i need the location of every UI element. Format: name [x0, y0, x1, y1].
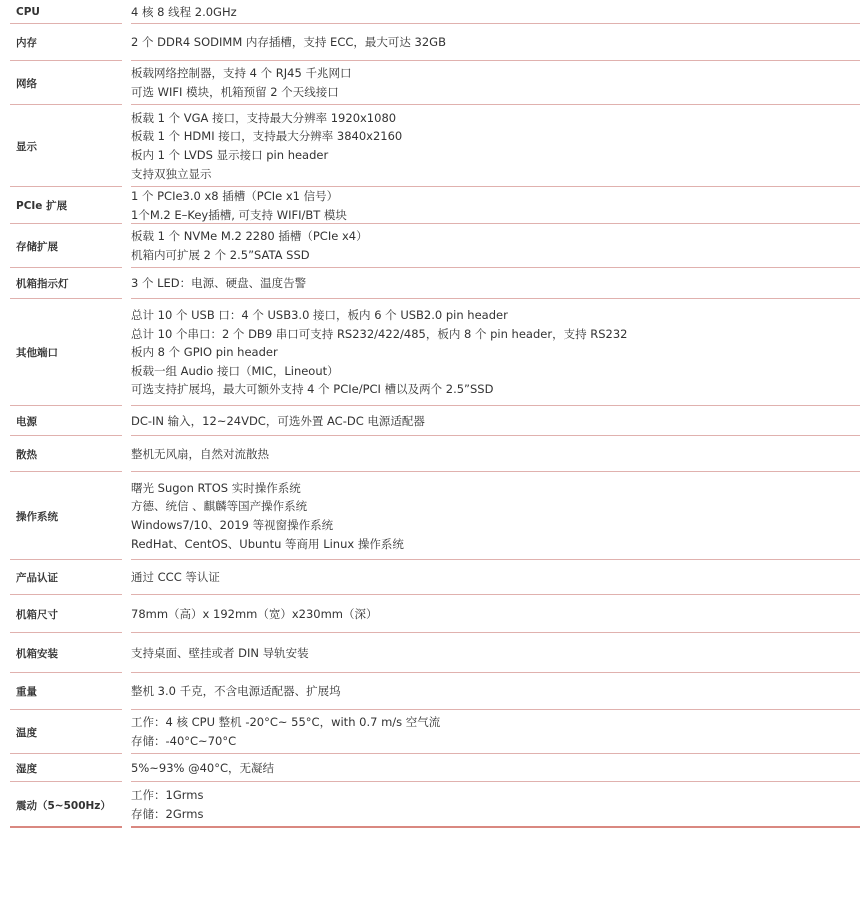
spec-label: 散热: [16, 448, 37, 461]
spec-value-line: 板载网络控制器，支持 4 个 RJ45 千兆网口: [131, 66, 352, 81]
spec-value-line: 工作：1Grms: [131, 788, 204, 803]
spec-value-line: 板载 1 个 NVMe M.2 2280 插槽（PCIe x4）: [131, 229, 368, 244]
spec-value-line: 方德、统信 、麒麟等国产操作系统: [131, 499, 308, 514]
spec-value: [131, 445, 269, 464]
spec-label: 机箱指示灯: [16, 278, 69, 290]
spec-row: [0, 754, 860, 782]
spec-label: 电源: [16, 415, 37, 428]
spec-label: 湿度: [16, 762, 37, 775]
spec-value-line: 整机 3.0 千克，不含电源适配器、扩展坞: [131, 684, 341, 699]
spec-row: [0, 782, 860, 828]
spec-value: [131, 109, 402, 183]
spec-value-line: 4 核 8 线程 2.0GHz: [131, 4, 237, 19]
spec-value: [131, 227, 368, 264]
spec-value: [131, 187, 347, 224]
spec-value: [131, 3, 237, 22]
spec-value-line: DC-IN 输入，12~24VDC，可选外置 AC-DC 电源适配器: [131, 413, 425, 428]
spec-value-line: 支持桌面、壁挂或者 DIN 导轨安装: [131, 645, 309, 660]
spec-label: 网络: [16, 77, 37, 90]
spec-label: 操作系统: [16, 510, 58, 523]
spec-row: [0, 0, 860, 24]
spec-value-line: RedHat、CentOS、Ubuntu 等商用 Linux 操作系统: [131, 536, 404, 551]
spec-value-line: 支持双独立显示: [131, 166, 212, 181]
spec-label: 机箱安装: [16, 647, 58, 660]
spec-value: [131, 33, 446, 52]
spec-value: [131, 759, 274, 778]
spec-value-line: 2 个 DDR4 SODIMM 内存插槽，支持 ECC，最大可达 32GB: [131, 35, 446, 50]
spec-row: [0, 406, 860, 436]
spec-label: CPU: [16, 6, 40, 18]
spec-value-line: 1个M.2 E–Key插槽, 可支持 WIFI/BT 模块: [131, 207, 347, 222]
spec-value-line: 板内 1 个 LVDS 显示接口 pin header: [131, 148, 329, 162]
spec-value-line: 机箱内可扩展 2 个 2.5”SATA SSD: [131, 248, 310, 262]
spec-value-line: 板载一组 Audio 接口（MIC，Lineout）: [131, 363, 339, 378]
spec-value-line: 可选 WIFI 模块，机箱预留 2 个天线接口: [131, 85, 339, 99]
spec-value-line: 存储：-40°C~70°C: [131, 734, 237, 748]
spec-row: [0, 673, 860, 710]
spec-label: 温度: [16, 726, 37, 739]
spec-value: [131, 412, 425, 431]
spec-row: [0, 633, 860, 673]
spec-value-line: 总计 10 个 USB 口：4 个 USB3.0 接口，板内 6 个 USB2.0 pin header: [131, 308, 508, 323]
spec-value: [131, 713, 440, 750]
spec-value-line: 总计 10 个串口：2 个 DB9 串口可支持 RS232/422/485，板内 8 个 pin header，支持 RS232: [131, 326, 628, 341]
spec-value: [131, 682, 341, 701]
spec-value-line: 工作：4 核 CPU 整机 -20°C~ 55°C，with 0.7 m/s 空气流: [131, 715, 441, 730]
spec-row: [0, 436, 860, 472]
spec-value-line: 曙光 Sugon RTOS 实时操作系统: [131, 480, 301, 495]
spec-label: 重量: [16, 686, 37, 698]
spec-row: [0, 710, 860, 754]
spec-row: [0, 299, 860, 406]
spec-value-line: 78mm（高）x 192mm（宽）x230mm（深）: [131, 606, 378, 621]
spec-value-line: 1 个 PCIe3.0 x8 插槽（PCIe x1 信号）: [131, 188, 339, 203]
spec-row: [0, 24, 860, 61]
spec-label: 机箱尺寸: [16, 608, 58, 621]
spec-value: [131, 274, 306, 293]
spec-value: [131, 605, 378, 624]
spec-label: 产品认证: [16, 572, 58, 584]
spec-value-line: 存储：2Grms: [131, 807, 204, 821]
spec-value-line: 板内 8 个 GPIO pin header: [131, 345, 278, 360]
spec-value: [131, 644, 309, 663]
spec-label: 显示: [16, 140, 37, 153]
spec-label: PCIe 扩展: [16, 200, 68, 212]
spec-value-line: 3 个 LED：电源、硬盘、温度告警: [131, 276, 307, 291]
spec-value-line: Windows7/10、2019 等视窗操作系统: [131, 518, 334, 532]
spec-row: [0, 224, 860, 268]
spec-row: [0, 268, 860, 299]
spec-label: 其他端口: [16, 347, 58, 359]
spec-row: [0, 560, 860, 595]
spec-row: [0, 105, 860, 187]
spec-value: [131, 568, 220, 587]
spec-row: [0, 472, 860, 560]
spec-value: [131, 479, 404, 553]
spec-value-line: 通过 CCC 等认证: [131, 570, 220, 585]
spec-row: [0, 595, 860, 633]
spec-value-line: 板载 1 个 HDMI 接口，支持最大分辨率 3840x2160: [131, 129, 403, 144]
spec-value-line: 可选支持扩展坞，最大可额外支持 4 个 PCIe/PCI 槽以及两个 2.5”SSD: [131, 382, 494, 397]
spec-value-line: 整机无风扇，自然对流散热: [131, 446, 269, 461]
spec-value: [131, 306, 627, 399]
spec-value: [131, 786, 203, 823]
spec-label: 震动（5~500Hz）: [16, 799, 111, 812]
spec-row: [0, 187, 860, 224]
spec-row: [0, 61, 860, 105]
spec-value: [131, 64, 351, 101]
spec-label: 存储扩展: [16, 240, 58, 253]
spec-label: 内存: [16, 37, 37, 49]
spec-value-line: 5%~93% @40°C，无凝结: [131, 760, 275, 775]
spec-value-line: 板载 1 个 VGA 接口，支持最大分辨率 1920x1080: [131, 110, 397, 125]
